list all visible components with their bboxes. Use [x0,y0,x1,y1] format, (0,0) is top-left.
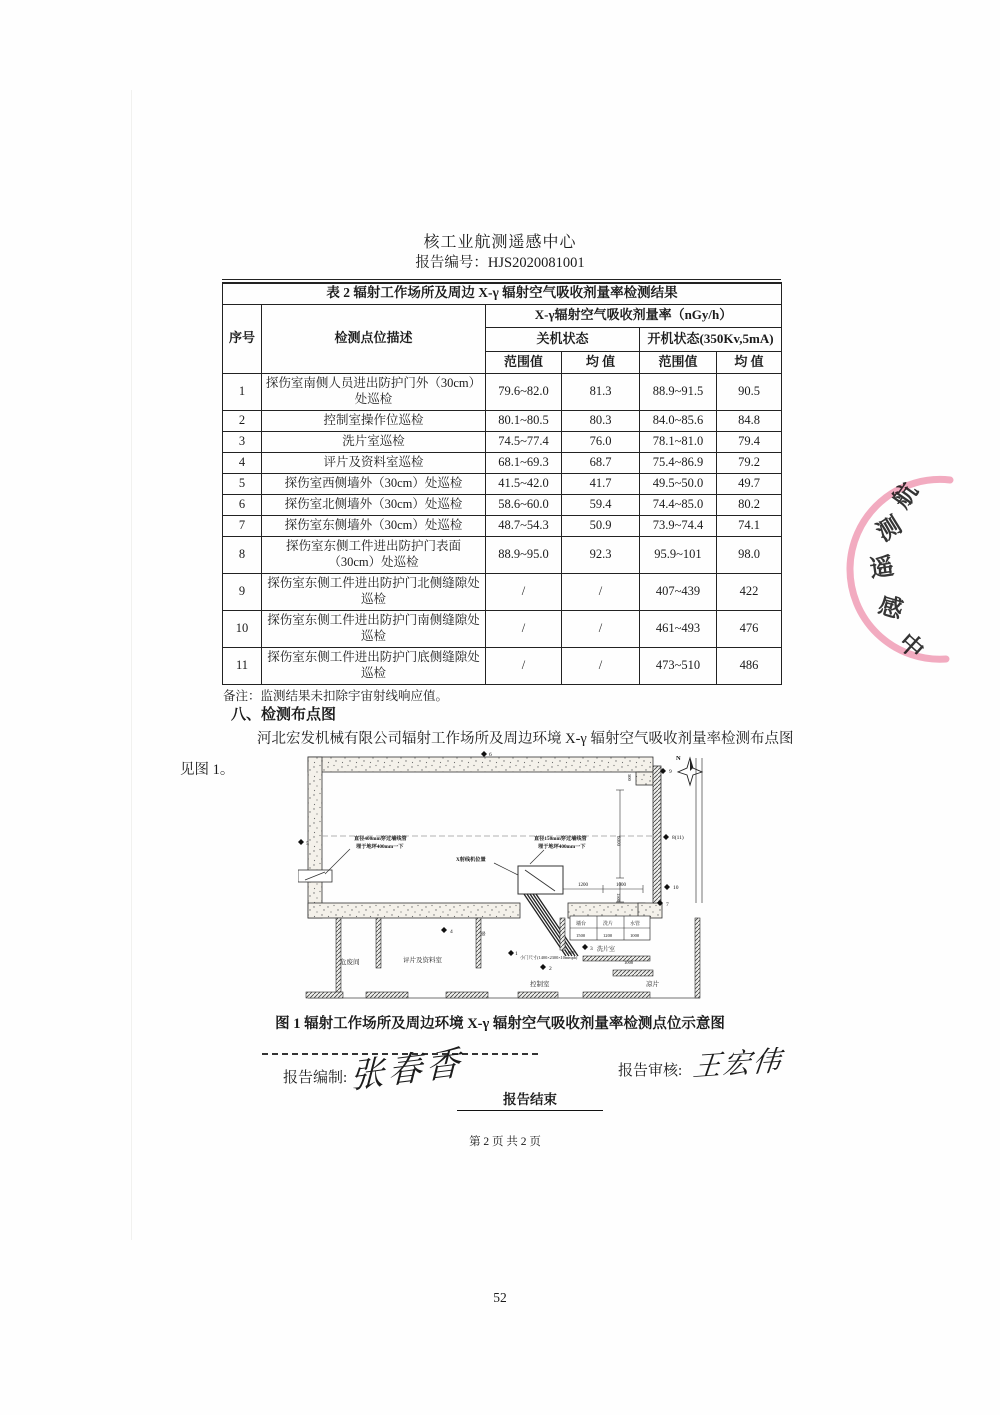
col-header-group: X-γ辐射空气吸收剂量率（nGy/h） [486,304,782,327]
cell-off-mean: 80.3 [562,410,640,431]
results-table [222,282,782,685]
col-header-mean2: 均 值 [717,351,782,373]
point-diamond-5 [298,839,304,845]
table-row [223,494,782,515]
point-label-3: 3 [590,946,593,952]
dim-low-900: 900 [568,950,575,955]
col-header-mean1: 均 值 [562,351,640,373]
point-label-2: 2 [549,966,552,972]
cell-on-mean: 80.2 [717,494,782,515]
col-header-on: 开机状态(350Kv,5mA) [640,327,782,351]
cell-off-mean: 76.0 [562,431,640,452]
cell-desc: 探伤室东侧工件进出防护门底侧缝隙处巡检 [262,647,486,684]
cell-on-mean: 74.1 [717,515,782,536]
cell-on-mean: 98.0 [717,536,782,573]
table-note: 备注：监测结果未扣除宇宙射线响应值。 [223,689,449,703]
cell-off-range: 58.6~60.0 [486,494,562,515]
cell-no: 3 [223,431,262,452]
cell-off-range: 80.1~80.5 [486,410,562,431]
cell-on-mean: 79.2 [717,452,782,473]
cell-off-mean: 81.3 [562,373,640,410]
col-header-off: 关机状态 [486,327,640,351]
cell-no: 5 [223,473,262,494]
svg-text:感: 感 [875,592,906,625]
point-diamond-10 [664,884,670,890]
xray-machine [518,866,563,894]
point-label-6: 6 [489,752,492,758]
prepared-by-label: 报告编制: [283,1070,348,1086]
cell-off-range: / [486,610,562,647]
cell-on-range: 88.9~91.5 [640,373,717,410]
report-end [0,1088,1000,1111]
workpiece-door [653,766,661,903]
cell-off-mean: 50.9 [562,515,640,536]
dim-500: 500 [627,774,632,781]
cell-no: 10 [223,610,262,647]
washroom-counter [583,956,650,961]
point-label-8: 8(11) [672,835,684,841]
machine-label: X射线机位置 [456,857,486,863]
cell-off-mean: 68.7 [562,452,640,473]
dim-1000: 1000 [616,883,626,888]
table-row [223,573,782,610]
cell-on-range: 49.5~50.0 [640,473,717,494]
point-diamond-8 [663,834,669,840]
point-label-5: 5 [306,841,309,847]
point-diamond-4 [441,927,447,933]
table-row [223,431,782,452]
cell-on-mean: 476 [717,610,782,647]
cell-desc: 探伤室西侧墙外（30cm）处巡检 [262,473,486,494]
cell-off-mean: 41.7 [562,473,640,494]
cell-no: 9 [223,573,262,610]
minitable-dim-1: 1200 [603,933,613,938]
pipe150-label-1: 直径150mm穿过墙线管 [534,836,587,842]
room-label-drying: 凉片 [646,981,659,988]
small-door-label: 小门尺寸(1400×2300×10mmpb) [520,955,578,960]
cell-no: 8 [223,536,262,573]
reviewed-by-signature: 王宏伟 [691,1045,785,1084]
org-title: 核工业航测遥感中心 [423,234,577,251]
cell-off-mean: / [562,610,640,647]
svg-text:中: 中 [892,629,929,665]
point-label-7: 7 [666,902,669,908]
point-diamond-2 [540,964,546,970]
dim-6000: 6000 [615,836,620,846]
cell-desc: 探伤室南侧人员进出防护门外（30cm）处巡检 [262,373,486,410]
cell-on-range: 84.0~85.6 [640,410,717,431]
cell-desc: 探伤室东侧工件进出防护门南侧缝隙处巡检 [262,610,486,647]
page-number: 52 [493,1290,507,1305]
col-header-seq: 序号 [223,304,262,373]
point-label-1: 1 [515,951,518,957]
minitable-dim-2: 1000 [630,933,640,938]
pipe400-label-1: 直径400mm穿过墙线管 [354,836,407,842]
drying-room-wall [613,970,653,976]
point-diamond-3 [582,944,588,950]
room-label-wash: 洗片室 [597,947,616,953]
pipe-400 [298,849,350,882]
point-label-4: 4 [450,929,453,935]
minitable-dim-0: 1500 [576,933,586,938]
col-header-desc: 检测点位描述 [262,304,486,373]
cell-no: 2 [223,410,262,431]
table-row [223,515,782,536]
cell-off-range: 79.6~82.0 [486,373,562,410]
cell-desc: 探伤室东侧工件进出防护门北侧缝隙处巡检 [262,573,486,610]
table-row [223,452,782,473]
report-end-label: 报告结束 [457,1088,603,1111]
pipe400-label-2: 埋于地坪400mm一下 [356,844,404,850]
room-label-waste: 危废间 [340,959,360,966]
cell-desc: 洗片室巡检 [262,431,486,452]
svg-text:航: 航 [888,478,924,514]
cell-on-mean: 90.5 [717,373,782,410]
table-row [223,473,782,494]
table-row [223,373,782,410]
page-info: 第 2 页 共 2 页 [469,1136,541,1148]
pipe150-label-2: 埋于地坪400mm一下 [538,844,586,850]
cell-on-mean: 49.7 [717,473,782,494]
table-top-rule [222,279,781,280]
table-row [223,647,782,684]
floorplan-figure [298,750,710,1012]
room-label-review: 评片及资料室 [403,957,442,964]
north-arrow-icon [676,755,702,785]
svg-text:N: N [676,755,681,762]
cell-no: 7 [223,515,262,536]
section-heading: 八、检测布点图 [231,707,337,723]
table-row [223,610,782,647]
cell-no: 6 [223,494,262,515]
minitable-col-1: 洗片 [603,922,614,927]
point-label-9: 9 [669,769,672,775]
cell-on-range: 407~439 [640,573,717,610]
pipe150-leader [530,850,544,864]
cell-desc: 探伤室北侧墙外（30cm）处巡检 [262,494,486,515]
svg-text:遥: 遥 [868,553,896,583]
cell-off-mean: / [562,647,640,684]
room-label-control: 控制室 [530,981,550,988]
prepared-by-signature: 张春香 [350,1044,464,1097]
svg-text:测: 测 [872,512,907,548]
point-diamond-1 [508,950,514,956]
cell-on-mean: 486 [717,647,782,684]
dim-1500: 1500 [616,893,621,902]
minitable-col-2: 水管 [630,922,641,927]
cell-no: 1 [223,373,262,410]
figure-caption: 图 1 辐射工作场所及周边环境 X-γ 辐射空气吸收剂量率检测点位示意图 [275,1016,725,1032]
cell-on-mean: 422 [717,573,782,610]
cell-off-mean: / [562,573,640,610]
col-header-range1: 范围值 [486,351,562,373]
cell-desc: 评片及资料室巡检 [262,452,486,473]
cell-on-range: 473~510 [640,647,717,684]
point-label-10: 10 [673,885,679,891]
dim-1200: 1200 [578,883,588,888]
cell-off-range: 74.5~77.4 [486,431,562,452]
cell-no: 11 [223,647,262,684]
paragraph-line2: 见图 1。 [180,762,235,778]
table-title: 表 2 辐射工作场所及周边 X-γ 辐射空气吸收剂量率检测结果 [223,283,782,304]
cell-on-range: 461~493 [640,610,717,647]
cell-on-range: 75.4~86.9 [640,452,717,473]
cell-on-range: 73.9~74.4 [640,515,717,536]
point-diamond-6 [481,751,487,757]
report-number: 报告编号：HJS2020081001 [415,255,585,271]
cell-off-mean: 92.3 [562,536,640,573]
official-stamp [838,462,1000,677]
cell-off-range: / [486,647,562,684]
window-label: 窗 [479,931,484,937]
dim-low-1000: 1000 [624,960,634,965]
cell-off-range: 88.9~95.0 [486,536,562,573]
cell-on-range: 74.4~85.0 [640,494,717,515]
cell-desc: 控制室操作位巡检 [262,410,486,431]
cell-on-mean: 79.4 [717,431,782,452]
cell-no: 4 [223,452,262,473]
cell-on-mean: 84.8 [717,410,782,431]
cell-desc: 探伤室东侧墙外（30cm）处巡检 [262,515,486,536]
cell-off-range: 41.5~42.0 [486,473,562,494]
cell-on-range: 78.1~81.0 [640,431,717,452]
table-row [223,536,782,573]
cell-off-mean: 59.4 [562,494,640,515]
cell-off-range: 48.7~54.3 [486,515,562,536]
cell-off-range: / [486,573,562,610]
minitable-col-0: 墙台 [576,922,587,927]
cell-on-range: 95.9~101 [640,536,717,573]
cell-off-range: 68.1~69.3 [486,452,562,473]
col-header-range2: 范围值 [640,351,717,373]
paragraph-line1: 河北宏发机械有限公司辐射工作场所及周边环境 X-γ 辐射空气吸收剂量率检测布点图 [257,731,794,747]
cell-desc: 探伤室东侧工件进出防护门表面（30cm）处巡检 [262,536,486,573]
reviewed-by-label: 报告审核: [618,1063,683,1079]
table-row [223,410,782,431]
